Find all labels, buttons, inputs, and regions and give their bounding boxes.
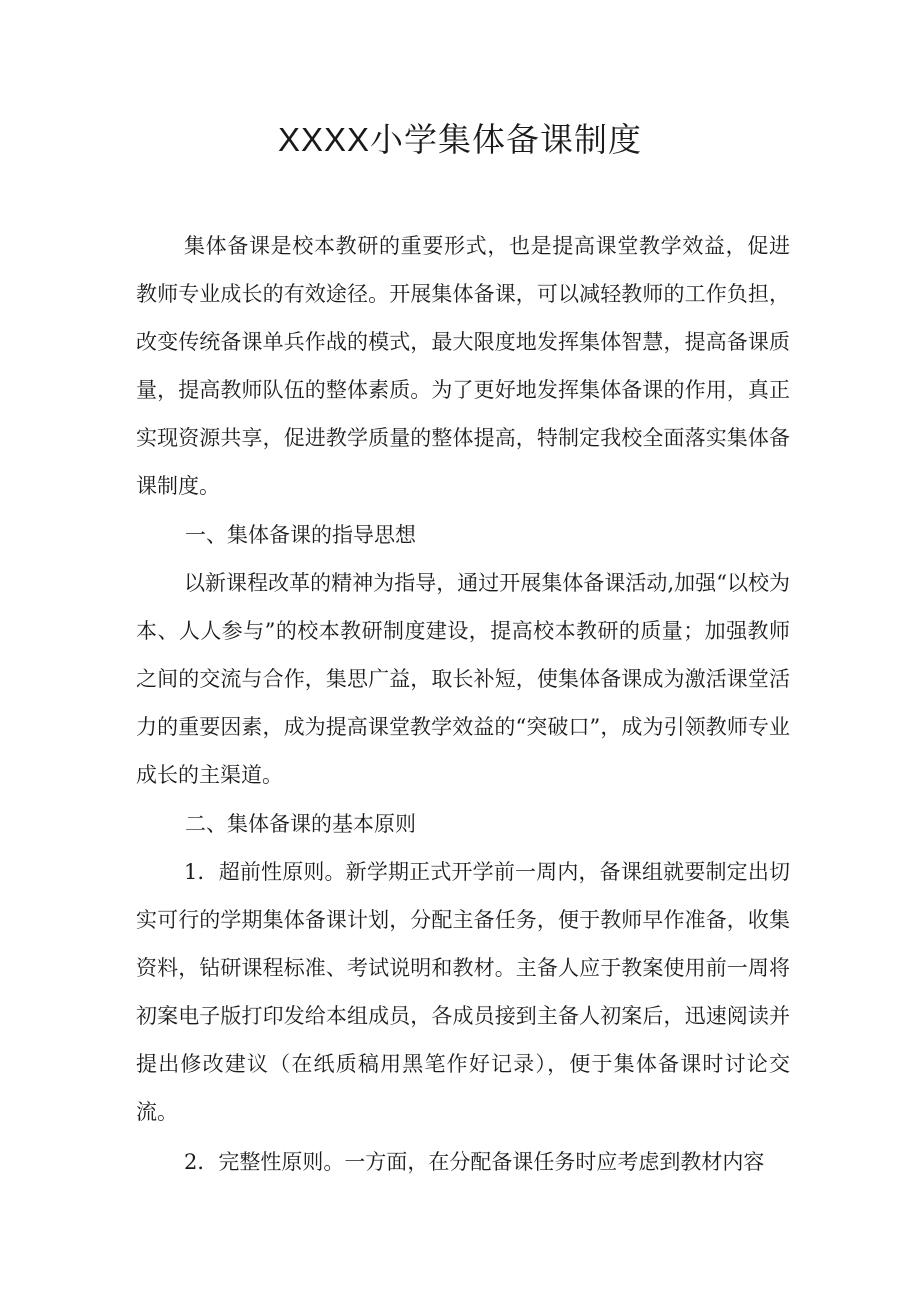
section-1-heading: 一、集体备课的指导思想 (185, 523, 416, 547)
section-2-heading: 二、集体备课的基本原则 (185, 812, 416, 836)
section-1-paragraph: 以新课程改革的精神为指导，通过开展集体备课活动,加强“以校为本、人人参与”的校本教研制度建设，提高校本教研的质量；加强教师之间的交流与合作，集思广益，取长补短，使集体备课成为激活课堂活力的重要因素，成为提高课堂教学效益的“突破口”，成为引领教师专业成长的主渠道。 (136, 571, 790, 787)
principle-2-paragraph: 2．完整性原则。一方面，在分配备课任务时应考虑到教材内容 (184, 1150, 765, 1174)
document-title: XXXX小学集体备课制度 (277, 121, 643, 158)
principle-1-paragraph: 1．超前性原则。新学期正式开学前一周内，备课组就要制定出切实可行的学期集体备课计划，分配主备任务，便于教师早作准备，收集资料，钻研课程标准、考试说明和教材。主备人应于教案使用前一周将初案电子版打印发给本组成员，各成员接到主备人初案后，迅速阅读并提出修改建议（在纸质稿用黑笔作好记录），便于集体备课时讨论交流。 (136, 860, 790, 1124)
intro-paragraph: 集体备课是校本教研的重要形式，也是提高课堂教学效益，促进教师专业成长的有效途径。开展集体备课，可以减轻教师的工作负担，改变传统备课单兵作战的模式，最大限度地发挥集体智慧，提高备课质量，提高教师队伍的整体素质。为了更好地发挥集体备课的作用，真正实现资源共享，促进教学质量的整体提高，特制定我校全面落实集体备课制度。 (136, 234, 790, 498)
